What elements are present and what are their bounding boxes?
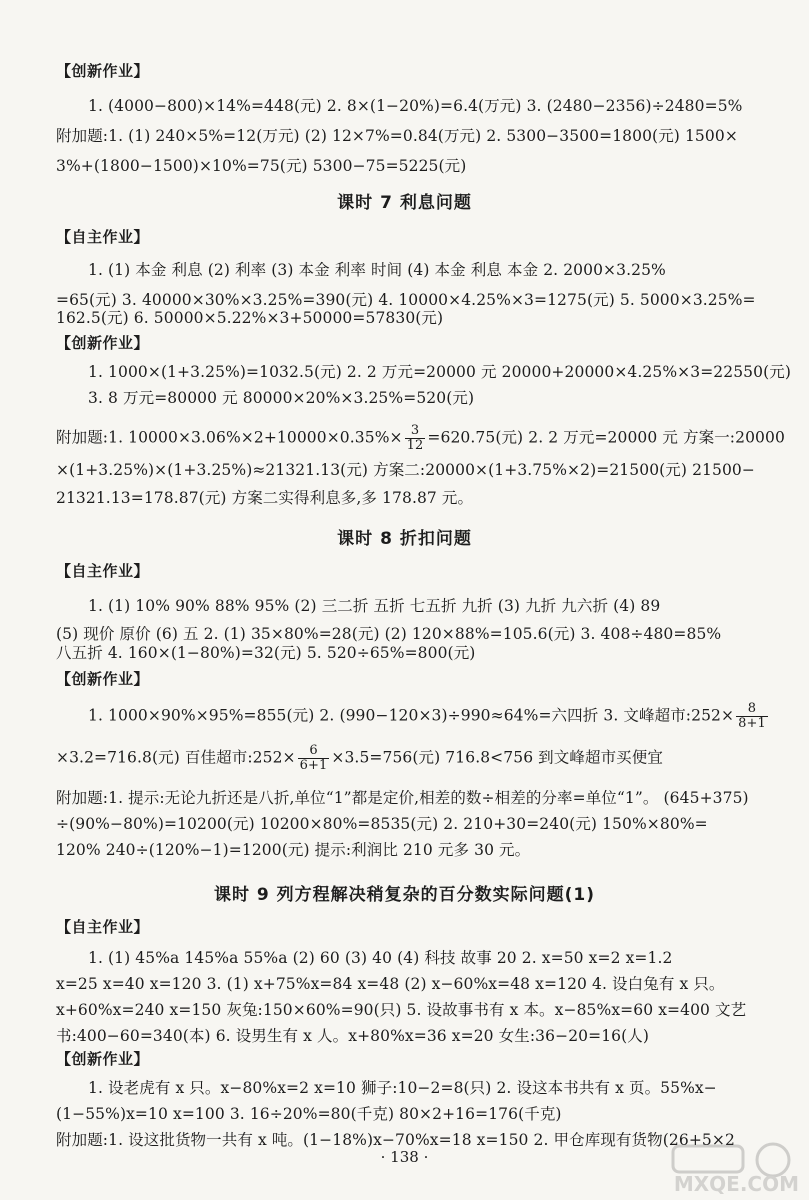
text-line: 1. 设老虎有 x 只。x−80%x=2 x=10 狮子:10−2=8(只) 2. 设这本书共有 x 页。55%x− — [88, 1079, 717, 1097]
text-line: 3. 8 万元=80000 元 80000×20%×3.25%=520(元) — [88, 389, 475, 407]
watermark-logo — [653, 1140, 803, 1196]
text-segment: 1. 1000×90%×95%=855(元) 2. (990−120×3)÷990≈64%=六四折 3. 文峰超市:252× — [88, 706, 735, 725]
fraction-numerator: 3 — [410, 423, 420, 438]
text-line-with-fraction — [88, 702, 768, 731]
text-segment: ×3.2=716.8(元) 百佳超市:252× — [56, 748, 296, 767]
section-tag: 【创新作业】 — [56, 334, 150, 352]
text-line: 附加题:1. (1) 240×5%=12(万元) (2) 12×7%=0.84(万元) 2. 5300−3500=1800(元) 1500× — [56, 127, 738, 145]
text-line: ÷(90%−80%)=10200(元) 10200×80%=8535(元) 2. 210+30=240(元) 150%×80%= — [56, 815, 708, 833]
text-segment: =620.75(元) 2. 2 万元=20000 元 方案一:20000 — [427, 428, 785, 447]
fraction-numerator: 8 — [747, 701, 757, 716]
text-segment: ×3.5=756(元) 716.8<756 到文峰超市买便宜 — [331, 748, 663, 767]
text-segment: 附加题:1. 10000×3.06%×2+10000×0.35%× — [56, 428, 403, 447]
text-line: 附加题:1. 提示:无论九折还是八折,单位“1”都是定价,相差的数÷相差的分率=单位“1”。 (645+375) — [56, 789, 749, 807]
text-line: 1. (1) 10% 90% 88% 95% (2) 三二折 五折 七五折 九折 (3) 九折 九六折 (4) 89 — [88, 597, 661, 615]
fraction — [405, 424, 426, 453]
text-line: 1. (1) 本金 利息 (2) 利率 (3) 本金 利率 时间 (4) 本金 利息 本金 2. 2000×3.25% — [88, 261, 666, 279]
section-tag: 【创新作业】 — [56, 1050, 150, 1068]
text-line: 八五折 4. 160×(1−80%)=32(元) 5. 520÷65%=800(元) — [56, 644, 476, 662]
text-line: ×(1+3.25%)×(1+3.25%)≈21321.13(元) 方案二:20000×(1+3.75%×2)=21500(元) 21500− — [56, 461, 755, 479]
text-line: 21321.13=178.87(元) 方案二实得利息多,多 178.87 元。 — [56, 489, 474, 507]
text-line: (5) 现价 原价 (6) 五 2. (1) 35×80%=28(元) (2) 120×88%=105.6(元) 3. 408÷480=85% — [56, 625, 722, 643]
text-line: 附加题:1. 设这批货物一共有 x 吨。(1−18%)x−70%x=18 x=150 2. 甲仓库现有货物(26+5×2 — [56, 1131, 735, 1149]
text-line: 书:400−60=340(本) 6. 设男生有 x 人。x+80%x=36 x=20 女生:36−20=16(人) — [56, 1027, 650, 1045]
section-tag: 【创新作业】 — [56, 670, 150, 688]
text-line: 1. (1) 45%a 145%a 55%a (2) 60 (3) 40 (4) 科技 故事 20 2. x=50 x=2 x=1.2 — [88, 949, 673, 967]
section-tag: 【自主作业】 — [56, 562, 150, 580]
text-line: 3%+(1800−1500)×10%=75(元) 5300−75=5225(元) — [56, 157, 467, 175]
text-line: 162.5(元) 6. 50000×5.22%×3+50000=57830(元) — [56, 309, 444, 327]
text-line-with-fraction — [56, 423, 785, 453]
page-number: · 138 · — [380, 1148, 429, 1166]
watermark-text: MXQE.COM — [673, 1172, 799, 1196]
text-line: 120% 240÷(120%−1)=1200(元) 提示:利润比 210 元多 30 元。 — [56, 841, 531, 859]
lesson-heading: 课时 7 利息问题 — [337, 193, 472, 213]
text-line: (1−55%)x=10 x=100 3. 16÷20%=80(千克) 80×2+16=176(千克) — [56, 1105, 562, 1123]
section-tag: 【自主作业】 — [56, 228, 150, 246]
text-line: x=25 x=40 x=120 3. (1) x+75%x=84 x=48 (2) x−60%x=48 x=120 4. 设白兔有 x 只。 — [56, 975, 725, 993]
fraction-denominator: 6+1 — [299, 758, 328, 773]
fraction-denominator: 8+1 — [738, 716, 766, 731]
fraction — [736, 702, 768, 731]
text-line: 1. 1000×(1+3.25%)=1032.5(元) 2. 2 万元=20000 元 20000+20000×4.25%×3=22550(元) — [88, 363, 791, 381]
text-line: =65(元) 3. 40000×30%×3.25%=390(元) 4. 10000×4.25%×3=1275(元) 5. 5000×3.25%= — [56, 291, 756, 309]
text-line: 1. (4000−800)×14%=448(元) 2. 8×(1−20%)=6.4(万元) 3. (2480−2356)÷2480=5% — [88, 97, 743, 115]
text-line-with-fraction — [56, 744, 768, 773]
lesson-heading: 课时 9 列方程解决稍复杂的百分数实际问题(1) — [213, 885, 596, 905]
lesson-heading: 课时 8 折扣问题 — [337, 529, 472, 549]
section-tag: 【自主作业】 — [56, 918, 150, 936]
fraction — [298, 744, 330, 773]
section-tag: 【创新作业】 — [56, 62, 150, 80]
fraction-numerator: 6 — [309, 743, 318, 758]
text-line: x+60%x=240 x=150 灰兔:150×60%=90(只) 5. 设故事书有 x 本。x−85%x=60 x=400 文艺 — [56, 1001, 747, 1019]
fraction-denominator: 12 — [406, 438, 424, 453]
